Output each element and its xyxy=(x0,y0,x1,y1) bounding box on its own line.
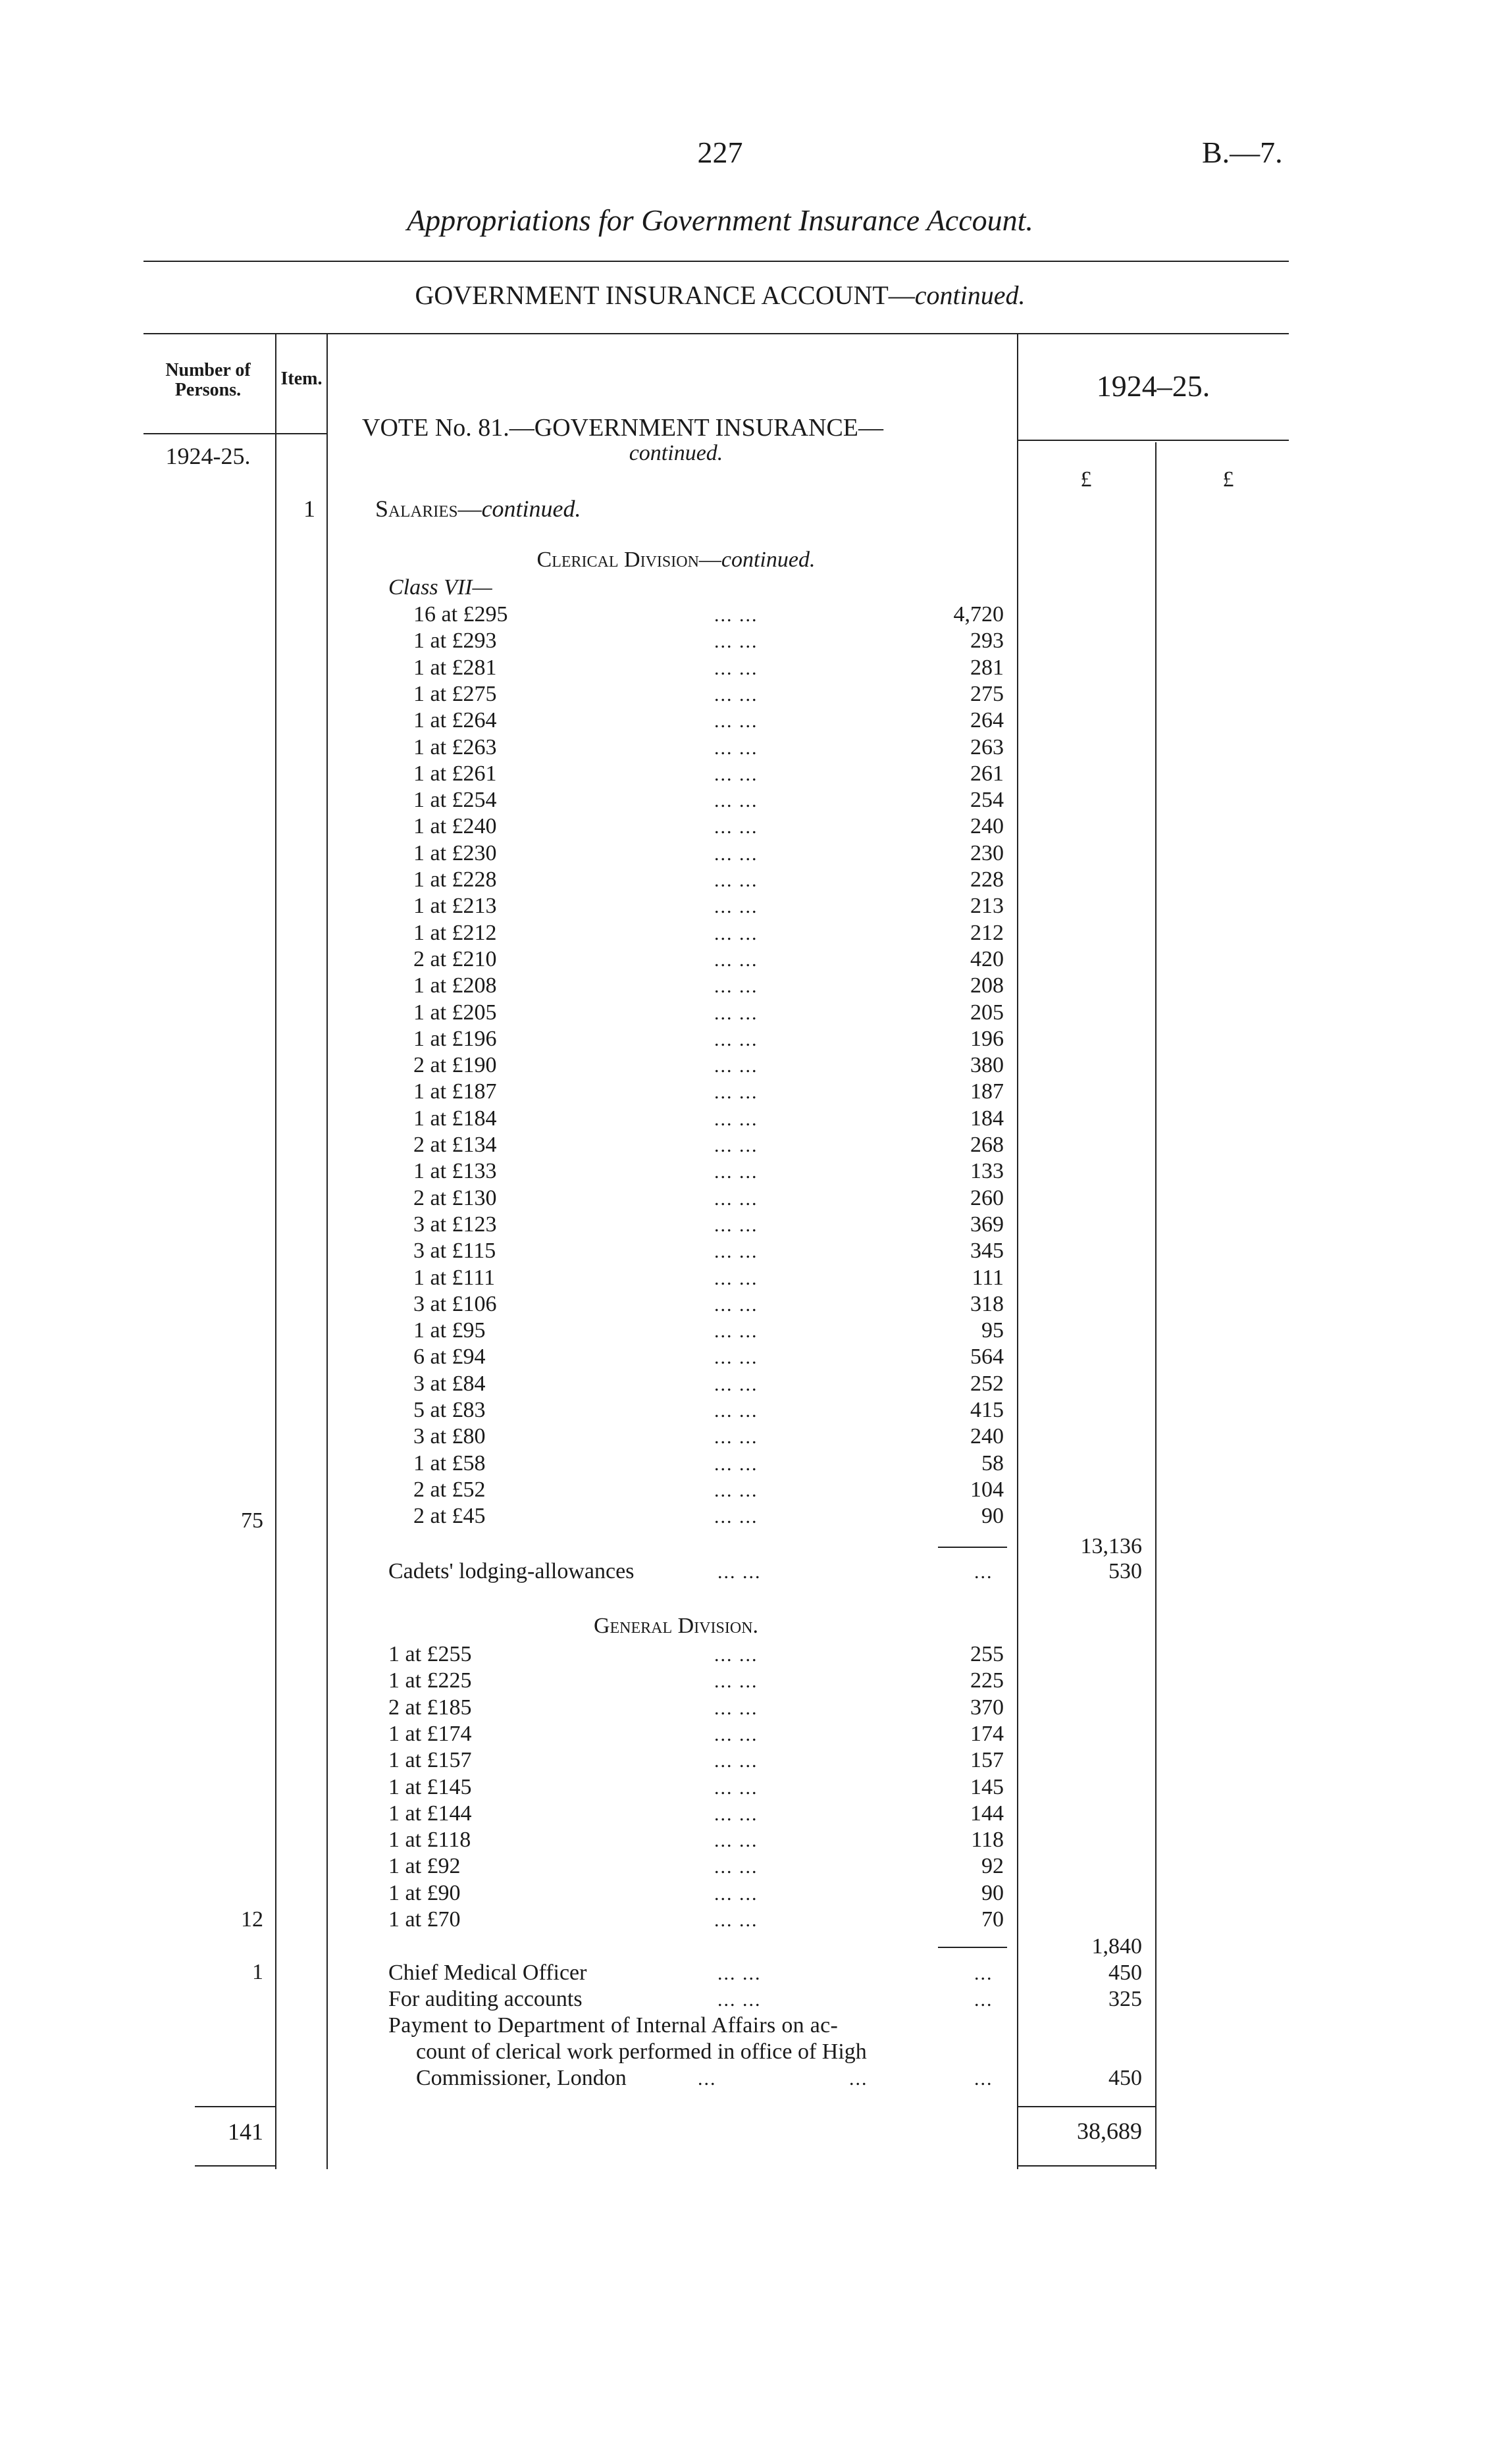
payment-line3: Commissioner, London xyxy=(416,2066,627,2090)
clerical-row-label: 1 at £228 xyxy=(413,867,497,892)
general-row-dots: ... ... xyxy=(714,1670,758,1693)
vote-title: VOTE No. 81.—GOVERNMENT INSURANCE— xyxy=(362,414,884,442)
clerical-row-dots: ... ... xyxy=(714,1506,758,1528)
clerical-row-amount: 252 xyxy=(970,1371,1004,1396)
clerical-row-amount: 228 xyxy=(970,867,1004,892)
clerical-persons: 75 xyxy=(241,1508,263,1533)
persons-year: 1924-25. xyxy=(165,443,251,469)
cadets-label: Cadets' lodging-allowances xyxy=(388,1559,635,1583)
payment-amount: 450 xyxy=(1108,2066,1142,2090)
general-row-label: 1 at £157 xyxy=(388,1748,472,1773)
clerical-row-dots: ... ... xyxy=(714,896,758,918)
general-row-label: 1 at £174 xyxy=(388,1721,472,1746)
salaries-heading xyxy=(375,495,581,523)
clerical-row-label: 2 at £52 xyxy=(413,1477,486,1502)
payment-line2: count of clerical work performed in office of High xyxy=(416,2040,867,2064)
salaries-text: Salaries— xyxy=(375,496,482,522)
cadets-dots-end: ... xyxy=(974,1561,993,1583)
audit-dots: ... ... xyxy=(717,1989,762,2011)
clerical-row-label: 1 at £187 xyxy=(413,1079,497,1104)
persons-column-header: Number of Persons. xyxy=(165,360,251,400)
general-row-label: 1 at £70 xyxy=(388,1907,461,1932)
clerical-row-label: 1 at £212 xyxy=(413,920,497,945)
clerical-row-amount: 196 xyxy=(970,1026,1004,1051)
clerical-row-amount: 345 xyxy=(970,1239,1004,1264)
clerical-row-label: 1 at £196 xyxy=(413,1026,497,1051)
clerical-row-dots: ... ... xyxy=(714,1479,758,1501)
clerical-row-amount: 240 xyxy=(970,1424,1004,1449)
clerical-row-amount: 275 xyxy=(970,681,1004,706)
clerical-row-amount: 205 xyxy=(970,1000,1004,1025)
general-row-dots: ... ... xyxy=(714,1697,758,1719)
clerical-row-dots: ... ... xyxy=(714,1426,758,1449)
clerical-row-dots: ... ... xyxy=(714,1267,758,1289)
clerical-row-dots: ... ... xyxy=(714,1108,758,1130)
clerical-row-label: 1 at £58 xyxy=(413,1450,486,1476)
cadets-dots: ... ... xyxy=(717,1561,762,1583)
clerical-row-amount: 4,720 xyxy=(953,602,1004,627)
clerical-row-label: 1 at £275 xyxy=(413,681,497,706)
clerical-row-dots: ... ... xyxy=(714,1135,758,1156)
vote-title-continued: continued. xyxy=(629,441,723,465)
general-row-dots: ... ... xyxy=(714,1909,758,1931)
item-column-divider xyxy=(326,333,328,2169)
general-persons: 12 xyxy=(241,1907,263,1932)
clerical-row-label: 1 at £263 xyxy=(413,734,497,759)
clerical-row-label: 1 at £184 xyxy=(413,1106,497,1131)
general-row-amount: 174 xyxy=(970,1721,1004,1746)
pound-sign-b: £ xyxy=(1222,467,1234,492)
clerical-row-amount: 184 xyxy=(970,1106,1004,1131)
clerical-row-label: 16 at £295 xyxy=(413,602,508,627)
persons-total-bottom-rule xyxy=(195,2165,275,2167)
clerical-row-dots: ... ... xyxy=(714,1452,758,1475)
clerical-row-label: 3 at £84 xyxy=(413,1371,486,1396)
clerical-row-amount: 281 xyxy=(970,655,1004,680)
general-sum-rule xyxy=(938,1947,1007,1948)
clerical-row-dots: ... ... xyxy=(714,710,758,732)
cmo-dots: ... ... xyxy=(717,1963,762,1984)
clerical-division-heading xyxy=(537,548,816,573)
clerical-row-dots: ... ... xyxy=(714,1400,758,1422)
clerical-row-dots: ... ... xyxy=(714,975,758,998)
clerical-row-dots: ... ... xyxy=(714,1055,758,1077)
clerical-row-amount: 268 xyxy=(970,1133,1004,1157)
clerical-row-label: 6 at £94 xyxy=(413,1345,486,1370)
persons-column-divider xyxy=(275,333,276,2169)
clerical-row-label: 1 at £230 xyxy=(413,840,497,865)
cmo-label: Chief Medical Officer xyxy=(388,1961,587,1985)
clerical-row-dots: ... ... xyxy=(714,816,758,838)
general-row-label: 1 at £255 xyxy=(388,1642,472,1666)
persons-header-rule xyxy=(143,433,326,434)
clerical-row-dots: ... ... xyxy=(714,842,758,865)
clerical-row-dots: ... ... xyxy=(714,604,758,626)
general-row-amount: 225 xyxy=(970,1668,1004,1693)
general-division-heading: General Division. xyxy=(593,1614,759,1638)
clerical-cont: continued. xyxy=(721,548,816,572)
clerical-row-amount: 111 xyxy=(972,1265,1004,1290)
clerical-row-amount: 264 xyxy=(970,708,1004,733)
clerical-row-amount: 212 xyxy=(970,920,1004,945)
general-row-label: 1 at £90 xyxy=(388,1880,461,1905)
clerical-row-dots: ... ... xyxy=(714,1241,758,1263)
clerical-row-amount: 369 xyxy=(970,1212,1004,1237)
general-row-amount: 144 xyxy=(970,1801,1004,1826)
clerical-row-dots: ... ... xyxy=(714,1214,758,1236)
total-persons: 141 xyxy=(228,2118,263,2145)
clerical-row-label: 1 at £208 xyxy=(413,973,497,998)
pound-sign-a: £ xyxy=(1080,467,1092,492)
clerical-row-dots: ... ... xyxy=(714,683,758,706)
clerical-row-dots: ... ... xyxy=(714,736,758,759)
clerical-row-amount: 208 xyxy=(970,973,1004,998)
clerical-row-label: 1 at £254 xyxy=(413,788,497,813)
clerical-row-amount: 104 xyxy=(970,1477,1004,1502)
clerical-row-amount: 261 xyxy=(970,761,1004,786)
payment-dots-mid: ... xyxy=(849,2068,868,2090)
clerical-row-amount: 254 xyxy=(970,788,1004,813)
clerical-row-label: 5 at £83 xyxy=(413,1398,486,1422)
clerical-row-label: 3 at £123 xyxy=(413,1212,497,1237)
general-row-dots: ... ... xyxy=(714,1750,758,1772)
clerical-row-dots: ... ... xyxy=(714,1028,758,1050)
clerical-row-amount: 95 xyxy=(981,1318,1004,1343)
account-title-text: GOVERNMENT INSURANCE ACCOUNT— xyxy=(415,280,915,310)
general-row-label: 1 at £225 xyxy=(388,1668,472,1693)
clerical-row-dots: ... ... xyxy=(714,869,758,891)
clerical-row-dots: ... ... xyxy=(714,790,758,812)
clerical-row-amount: 240 xyxy=(970,814,1004,839)
payment-line1: Payment to Department of Internal Affairs on ac- xyxy=(388,2013,839,2038)
clerical-row-dots: ... ... xyxy=(714,1320,758,1343)
pound-column-divider xyxy=(1155,442,1157,2169)
clerical-row-label: 2 at £134 xyxy=(413,1133,497,1157)
general-row-amount: 92 xyxy=(981,1854,1004,1879)
general-row-dots: ... ... xyxy=(714,1856,758,1878)
clerical-row-label: 3 at £115 xyxy=(413,1239,496,1264)
general-row-label: 1 at £92 xyxy=(388,1854,461,1879)
clerical-row-label: 3 at £106 xyxy=(413,1291,497,1316)
persons-total-top-rule xyxy=(195,2106,275,2107)
clerical-row-amount: 230 xyxy=(970,840,1004,865)
account-title-cont: continued. xyxy=(914,280,1026,310)
general-row-dots: ... ... xyxy=(714,1830,758,1852)
audit-amount: 325 xyxy=(1108,1987,1142,2011)
general-row-amount: 370 xyxy=(970,1695,1004,1720)
clerical-row-dots: ... ... xyxy=(714,1373,758,1395)
clerical-text: Clerical Division— xyxy=(536,548,721,572)
general-row-dots: ... ... xyxy=(714,1723,758,1745)
amount-total-top-rule xyxy=(1018,2106,1155,2107)
general-row-dots: ... ... xyxy=(714,1803,758,1825)
cmo-amount: 450 xyxy=(1108,1961,1142,1985)
general-row-dots: ... ... xyxy=(714,1776,758,1799)
clerical-row-amount: 58 xyxy=(981,1450,1004,1476)
cadets-amount: 530 xyxy=(1108,1559,1142,1583)
clerical-row-dots: ... ... xyxy=(714,630,758,653)
clerical-row-amount: 260 xyxy=(970,1185,1004,1210)
amount-total-bottom-rule xyxy=(1018,2165,1155,2167)
clerical-sum-rule xyxy=(938,1547,1007,1548)
amount-year: 1924–25. xyxy=(1096,369,1210,403)
clerical-row-label: 2 at £45 xyxy=(413,1504,486,1529)
clerical-row-dots: ... ... xyxy=(714,657,758,679)
general-row-amount: 90 xyxy=(981,1880,1004,1905)
audit-dots-end: ... xyxy=(974,1989,993,2011)
clerical-row-amount: 415 xyxy=(970,1398,1004,1422)
clerical-row-label: 1 at £261 xyxy=(413,761,497,786)
page-number: 227 xyxy=(697,136,743,169)
clerical-row-amount: 293 xyxy=(970,629,1004,654)
clerical-row-label: 1 at £95 xyxy=(413,1318,486,1343)
page-subtitle: Appropriations for Government Insurance Account. xyxy=(407,203,1033,237)
clerical-row-label: 1 at £213 xyxy=(413,894,497,919)
payment-dots-end: ... xyxy=(974,2068,993,2090)
clerical-row-label: 2 at £210 xyxy=(413,946,497,971)
general-row-amount: 70 xyxy=(981,1907,1004,1932)
account-title xyxy=(415,280,1025,311)
clerical-row-dots: ... ... xyxy=(714,763,758,785)
clerical-row-amount: 187 xyxy=(970,1079,1004,1104)
clerical-row-amount: 263 xyxy=(970,734,1004,759)
year-header-rule xyxy=(1017,440,1289,441)
clerical-row-label: 2 at £190 xyxy=(413,1053,497,1078)
general-row-label: 1 at £145 xyxy=(388,1774,472,1799)
audit-label: For auditing accounts xyxy=(388,1987,583,2011)
clerical-row-label: 1 at £293 xyxy=(413,629,497,654)
general-row-label: 1 at £144 xyxy=(388,1801,472,1826)
general-row-dots: ... ... xyxy=(714,1644,758,1666)
item-number: 1 xyxy=(303,496,315,522)
clerical-row-amount: 133 xyxy=(970,1159,1004,1184)
clerical-row-amount: 318 xyxy=(970,1291,1004,1316)
amount-column-divider xyxy=(1017,333,1018,2169)
clerical-row-dots: ... ... xyxy=(714,1002,758,1024)
clerical-row-label: 2 at £130 xyxy=(413,1185,497,1210)
clerical-row-label: 1 at £205 xyxy=(413,1000,497,1025)
general-row-amount: 118 xyxy=(971,1828,1004,1853)
clerical-row-amount: 213 xyxy=(970,894,1004,919)
general-row-label: 2 at £185 xyxy=(388,1695,472,1720)
cmo-dots-end: ... xyxy=(974,1963,993,1984)
clerical-row-amount: 90 xyxy=(981,1504,1004,1529)
cmo-persons: 1 xyxy=(252,1960,263,1984)
clerical-row-label: 3 at £80 xyxy=(413,1424,486,1449)
payment-dots: ... xyxy=(698,2068,717,2090)
clerical-row-amount: 564 xyxy=(970,1345,1004,1370)
clerical-row-dots: ... ... xyxy=(714,1161,758,1183)
general-row-amount: 145 xyxy=(970,1774,1004,1799)
table-top-rule xyxy=(143,333,1289,334)
clerical-row-amount: 380 xyxy=(970,1053,1004,1078)
general-total: 1,840 xyxy=(1091,1934,1142,1959)
general-row-label: 1 at £118 xyxy=(388,1828,471,1853)
header-rule xyxy=(143,261,1289,262)
clerical-row-amount: 420 xyxy=(970,946,1004,971)
document-reference: B.—7. xyxy=(1202,136,1283,169)
clerical-row-dots: ... ... xyxy=(714,1347,758,1369)
salaries-cont: continued. xyxy=(481,496,581,522)
clerical-row-dots: ... ... xyxy=(714,1081,758,1104)
total-amount: 38,689 xyxy=(1077,2118,1142,2144)
clerical-row-label: 1 at £264 xyxy=(413,708,497,733)
clerical-row-label: 1 at £133 xyxy=(413,1159,497,1184)
clerical-row-dots: ... ... xyxy=(714,1293,758,1316)
clerical-row-label: 1 at £281 xyxy=(413,655,497,680)
clerical-total: 13,136 xyxy=(1080,1534,1142,1558)
clerical-row-dots: ... ... xyxy=(714,922,758,944)
clerical-row-label: 1 at £240 xyxy=(413,814,497,839)
clerical-row-dots: ... ... xyxy=(714,948,758,971)
clerical-row-label: 1 at £111 xyxy=(413,1265,496,1290)
clerical-row-dots: ... ... xyxy=(714,1187,758,1210)
general-row-dots: ... ... xyxy=(714,1882,758,1905)
general-row-amount: 255 xyxy=(970,1642,1004,1666)
class-label: Class VII— xyxy=(388,575,492,600)
general-row-amount: 157 xyxy=(970,1748,1004,1773)
item-column-header: Item. xyxy=(280,369,323,389)
